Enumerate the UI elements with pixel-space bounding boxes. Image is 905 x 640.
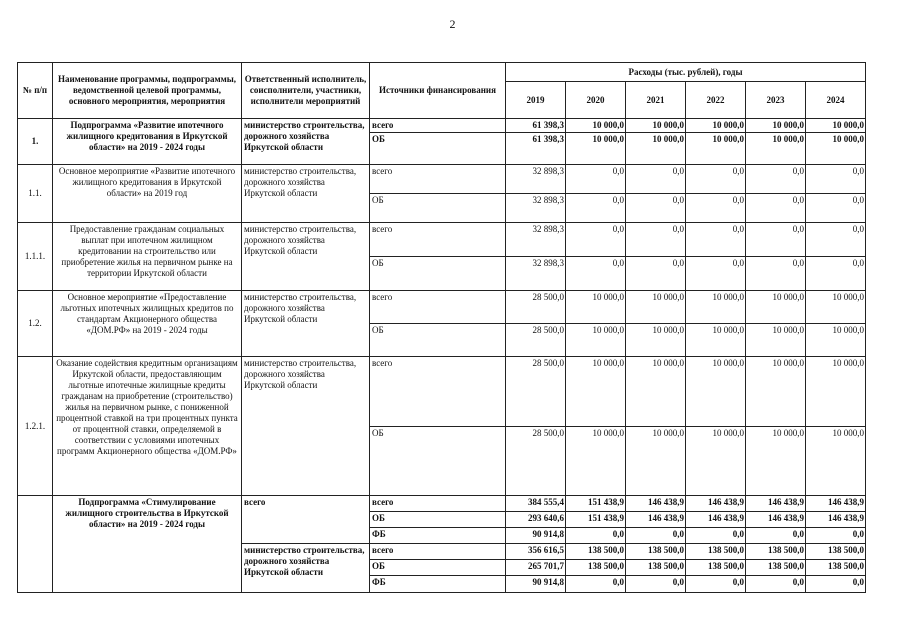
value-cell: 28 500,0	[506, 291, 566, 324]
row-source: ОБ	[370, 324, 506, 357]
value-cell: 0,0	[746, 576, 806, 593]
header-year: 2019	[506, 82, 566, 119]
row-source: всего	[370, 223, 506, 257]
row-name: Подпрограмма «Стимулирование жилищного строительства в Иркутской области» на 2019 - 2024 годы	[53, 496, 242, 593]
value-cell: 146 438,9	[746, 512, 806, 528]
value-cell: 10 000,0	[746, 291, 806, 324]
value-cell: 32 898,3	[506, 257, 566, 291]
value-cell: 10 000,0	[566, 119, 626, 133]
value-cell: 10 000,0	[566, 133, 626, 165]
value-cell: 0,0	[686, 576, 746, 593]
table-row	[18, 357, 866, 427]
value-cell: 138 500,0	[746, 544, 806, 560]
value-cell: 138 500,0	[746, 560, 806, 576]
row-source: всего	[370, 165, 506, 194]
table-row	[18, 223, 866, 257]
row-responsible: министерство строительства, дорожного хозяйства Иркутской области	[242, 291, 370, 357]
value-cell: 0,0	[806, 194, 866, 223]
value-cell: 0,0	[626, 257, 686, 291]
row-number	[18, 496, 53, 593]
value-cell: 0,0	[566, 165, 626, 194]
table-row	[18, 119, 866, 133]
value-cell: 0,0	[806, 223, 866, 257]
row-responsible: министерство строительства, дорожного хозяйства Иркутской области	[242, 544, 370, 593]
row-source: ОБ	[370, 512, 506, 528]
value-cell: 265 701,7	[506, 560, 566, 576]
value-cell: 10 000,0	[806, 324, 866, 357]
value-cell: 293 640,6	[506, 512, 566, 528]
row-source: всего	[370, 119, 506, 133]
value-cell: 0,0	[626, 223, 686, 257]
value-cell: 146 438,9	[686, 496, 746, 512]
value-cell: 384 555,4	[506, 496, 566, 512]
header-year: 2024	[806, 82, 866, 119]
value-cell: 0,0	[626, 576, 686, 593]
value-cell: 0,0	[566, 576, 626, 593]
value-cell: 90 914,8	[506, 576, 566, 593]
header-sources: Источники финансирования	[370, 63, 506, 119]
row-source: всего	[370, 291, 506, 324]
value-cell: 10 000,0	[626, 133, 686, 165]
row-source: ОБ	[370, 194, 506, 223]
value-cell: 0,0	[626, 194, 686, 223]
header-year: 2022	[686, 82, 746, 119]
header-responsible: Ответственный исполнитель, соисполнители, участники, исполнители мероприятий	[242, 63, 370, 119]
value-cell: 10 000,0	[626, 291, 686, 324]
value-cell: 0,0	[806, 165, 866, 194]
value-cell: 10 000,0	[806, 133, 866, 165]
value-cell: 138 500,0	[806, 560, 866, 576]
row-name: Основное мероприятие «Предоставление льготных ипотечных жилищных кредитов по стандартам Акционерного общества «ДОМ.РФ» на 2019 - 2024 годы	[53, 291, 242, 357]
value-cell: 10 000,0	[806, 427, 866, 496]
header-year: 2023	[746, 82, 806, 119]
value-cell: 0,0	[626, 528, 686, 544]
value-cell: 146 438,9	[626, 512, 686, 528]
table-row	[18, 291, 866, 324]
value-cell: 0,0	[806, 528, 866, 544]
value-cell: 0,0	[566, 223, 626, 257]
value-cell: 28 500,0	[506, 427, 566, 496]
row-source: всего	[370, 496, 506, 512]
value-cell: 10 000,0	[686, 324, 746, 357]
row-source: ФБ	[370, 528, 506, 544]
row-name: Предоставление гражданам социальных выплат при ипотечном жилищном кредитовании на строительство или приобретение жилья на первичном рынке на территории Иркутской области	[53, 223, 242, 291]
value-cell: 146 438,9	[806, 496, 866, 512]
value-cell: 10 000,0	[746, 357, 806, 427]
financing-table	[17, 62, 866, 593]
value-cell: 0,0	[686, 165, 746, 194]
value-cell: 10 000,0	[686, 427, 746, 496]
value-cell: 10 000,0	[746, 119, 806, 133]
value-cell: 10 000,0	[566, 427, 626, 496]
row-number: 1.2.1.	[18, 357, 53, 496]
value-cell: 10 000,0	[686, 357, 746, 427]
row-number: 1.	[18, 119, 53, 165]
value-cell: 10 000,0	[686, 119, 746, 133]
header-expenses: Расходы (тыс. рублей), годы	[506, 63, 866, 82]
value-cell: 146 438,9	[686, 512, 746, 528]
value-cell: 61 398,3	[506, 119, 566, 133]
row-number: 1.1.1.	[18, 223, 53, 291]
value-cell: 138 500,0	[686, 544, 746, 560]
value-cell: 10 000,0	[686, 291, 746, 324]
value-cell: 10 000,0	[566, 324, 626, 357]
value-cell: 138 500,0	[566, 544, 626, 560]
row-source: ФБ	[370, 576, 506, 593]
value-cell: 0,0	[626, 165, 686, 194]
row-name: Оказание содействия кредитным организациям Иркутской области, предоставляющим льготные ипотечные жилищные кредиты гражданам на приобретение (строительство) жилья на первичном рынке, с пониженной процентной ставкой на три процентных пункта от процентной ставки, определяемой в соответствии с условиями ипотечных программ Акционерного общества «ДОМ.РФ»	[53, 357, 242, 496]
value-cell: 10 000,0	[566, 357, 626, 427]
value-cell: 28 500,0	[506, 357, 566, 427]
value-cell: 10 000,0	[626, 324, 686, 357]
row-source: всего	[370, 357, 506, 427]
value-cell: 0,0	[566, 194, 626, 223]
value-cell: 146 438,9	[746, 496, 806, 512]
value-cell: 0,0	[686, 194, 746, 223]
value-cell: 10 000,0	[626, 427, 686, 496]
value-cell: 32 898,3	[506, 194, 566, 223]
row-name: Основное мероприятие «Развитие ипотечного жилищного кредитования в Иркутской области» на 2019 год	[53, 165, 242, 223]
row-responsible: министерство строительства, дорожного хозяйства Иркутской области	[242, 357, 370, 496]
header-year: 2020	[566, 82, 626, 119]
value-cell: 10 000,0	[746, 324, 806, 357]
value-cell: 146 438,9	[626, 496, 686, 512]
value-cell: 10 000,0	[626, 357, 686, 427]
value-cell: 0,0	[566, 528, 626, 544]
row-number: 1.2.	[18, 291, 53, 357]
value-cell: 32 898,3	[506, 165, 566, 194]
value-cell: 10 000,0	[686, 133, 746, 165]
table-row	[18, 165, 866, 194]
value-cell: 0,0	[746, 223, 806, 257]
row-number: 1.1.	[18, 165, 53, 223]
value-cell: 90 914,8	[506, 528, 566, 544]
value-cell: 0,0	[566, 257, 626, 291]
header-year: 2021	[626, 82, 686, 119]
table-row	[18, 496, 866, 512]
row-source: ОБ	[370, 257, 506, 291]
row-source: ОБ	[370, 427, 506, 496]
row-responsible: министерство строительства, дорожного хозяйства Иркутской области	[242, 165, 370, 223]
header-name: Наименование программы, подпрограммы, ведомственной целевой программы, основного мероприятия, мероприятия	[53, 63, 242, 119]
row-responsible: министерство строительства, дорожного хозяйства Иркутской области	[242, 223, 370, 291]
value-cell: 0,0	[686, 257, 746, 291]
value-cell: 61 398,3	[506, 133, 566, 165]
value-cell: 151 438,9	[566, 496, 626, 512]
value-cell: 138 500,0	[626, 544, 686, 560]
value-cell: 28 500,0	[506, 324, 566, 357]
value-cell: 10 000,0	[806, 291, 866, 324]
row-responsible: всего	[242, 496, 370, 544]
value-cell: 138 500,0	[686, 560, 746, 576]
value-cell: 10 000,0	[566, 291, 626, 324]
value-cell: 0,0	[746, 257, 806, 291]
page-number: 2	[449, 17, 456, 31]
value-cell: 138 500,0	[806, 544, 866, 560]
value-cell: 0,0	[806, 257, 866, 291]
row-source: ОБ	[370, 560, 506, 576]
value-cell: 356 616,5	[506, 544, 566, 560]
row-source: ОБ	[370, 133, 506, 165]
header-num: № п/п	[18, 63, 53, 119]
value-cell: 10 000,0	[626, 119, 686, 133]
value-cell: 0,0	[746, 165, 806, 194]
row-name: Подпрограмма «Развитие ипотечного жилищного кредитования в Иркутской области» на 2019 - 2024 годы	[53, 119, 242, 165]
value-cell: 10 000,0	[806, 119, 866, 133]
value-cell: 10 000,0	[806, 357, 866, 427]
row-responsible: министерство строительства, дорожного хозяйства Иркутской области	[242, 119, 370, 165]
value-cell: 138 500,0	[566, 560, 626, 576]
value-cell: 151 438,9	[566, 512, 626, 528]
value-cell: 32 898,3	[506, 223, 566, 257]
value-cell: 10 000,0	[746, 133, 806, 165]
value-cell: 0,0	[746, 194, 806, 223]
value-cell: 0,0	[806, 576, 866, 593]
value-cell: 146 438,9	[806, 512, 866, 528]
row-source: всего	[370, 544, 506, 560]
value-cell: 138 500,0	[626, 560, 686, 576]
value-cell: 0,0	[686, 223, 746, 257]
value-cell: 0,0	[686, 528, 746, 544]
value-cell: 0,0	[746, 528, 806, 544]
value-cell: 10 000,0	[746, 427, 806, 496]
